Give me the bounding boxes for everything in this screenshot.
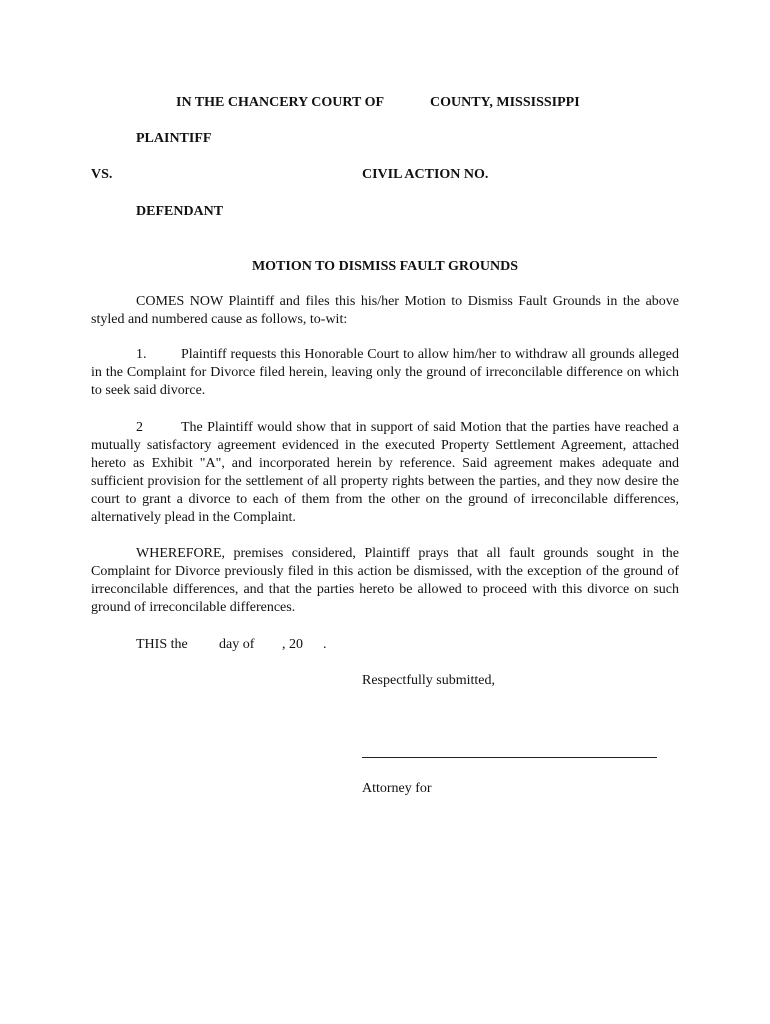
numbered-paragraph-2	[91, 419, 679, 527]
paragraph-number-2: 2	[136, 420, 143, 435]
dateline-year: , 20	[282, 637, 303, 652]
closing-text: Respectfully submitted,	[362, 673, 495, 688]
dateline-this-the: THIS the	[136, 637, 188, 652]
signature-line	[362, 757, 657, 758]
dateline-period: .	[323, 637, 327, 652]
intro-paragraph	[91, 293, 679, 329]
wherefore-text: WHEREFORE, premises considered, Plaintiff prays that all fault grounds sought in the Complaint for Divorce previously filed in this action be dismissed, with the exception of the ground of irreconcilable differences, and that the parties hereto be allowed to proceed with this divorce on such ground of irreconcilable differences.	[91, 546, 679, 615]
intro-text: COMES NOW Plaintiff and files this his/her Motion to Dismiss Fault Grounds in the above styled and numbered cause as follows, to-wit:	[91, 294, 679, 327]
document-title: MOTION TO DISMISS FAULT GROUNDS	[251, 259, 519, 274]
court-heading-right: COUNTY, MISSISSIPPI	[430, 95, 580, 110]
dateline-day-of: day of	[219, 637, 255, 652]
attorney-for-label: Attorney for	[362, 781, 432, 796]
defendant-label: DEFENDANT	[136, 204, 224, 219]
civil-action-label: CIVIL ACTION NO.	[362, 167, 489, 182]
paragraph-text-1: Plaintiff requests this Honorable Court to allow him/her to withdraw all grounds alleged in the Complaint for Divorce filed herein, leaving only the ground of irreconcilable difference on which to seek said divorce.	[91, 347, 679, 398]
court-heading-left: IN THE CHANCERY COURT OF	[176, 95, 385, 110]
plaintiff-label: PLAINTIFF	[136, 131, 212, 146]
paragraph-text-2: The Plaintiff would show that in support of said Motion that the parties have reached a mutually satisfactory agreement evidenced in the executed Property Settlement Agreement, attached hereto as Exhibit "A", and incorporated herein by reference. Said agreement makes adequate and sufficient provision for the settlement of all property rights between the parties, and they now desire the court to grant a divorce to each of them from the other on the ground of irreconcilable differences, alternatively plead in the Complaint.	[91, 420, 679, 525]
wherefore-paragraph	[91, 545, 679, 617]
versus-label: VS.	[91, 167, 113, 182]
paragraph-number-1: 1.	[136, 347, 147, 362]
numbered-paragraph-1	[91, 346, 679, 400]
